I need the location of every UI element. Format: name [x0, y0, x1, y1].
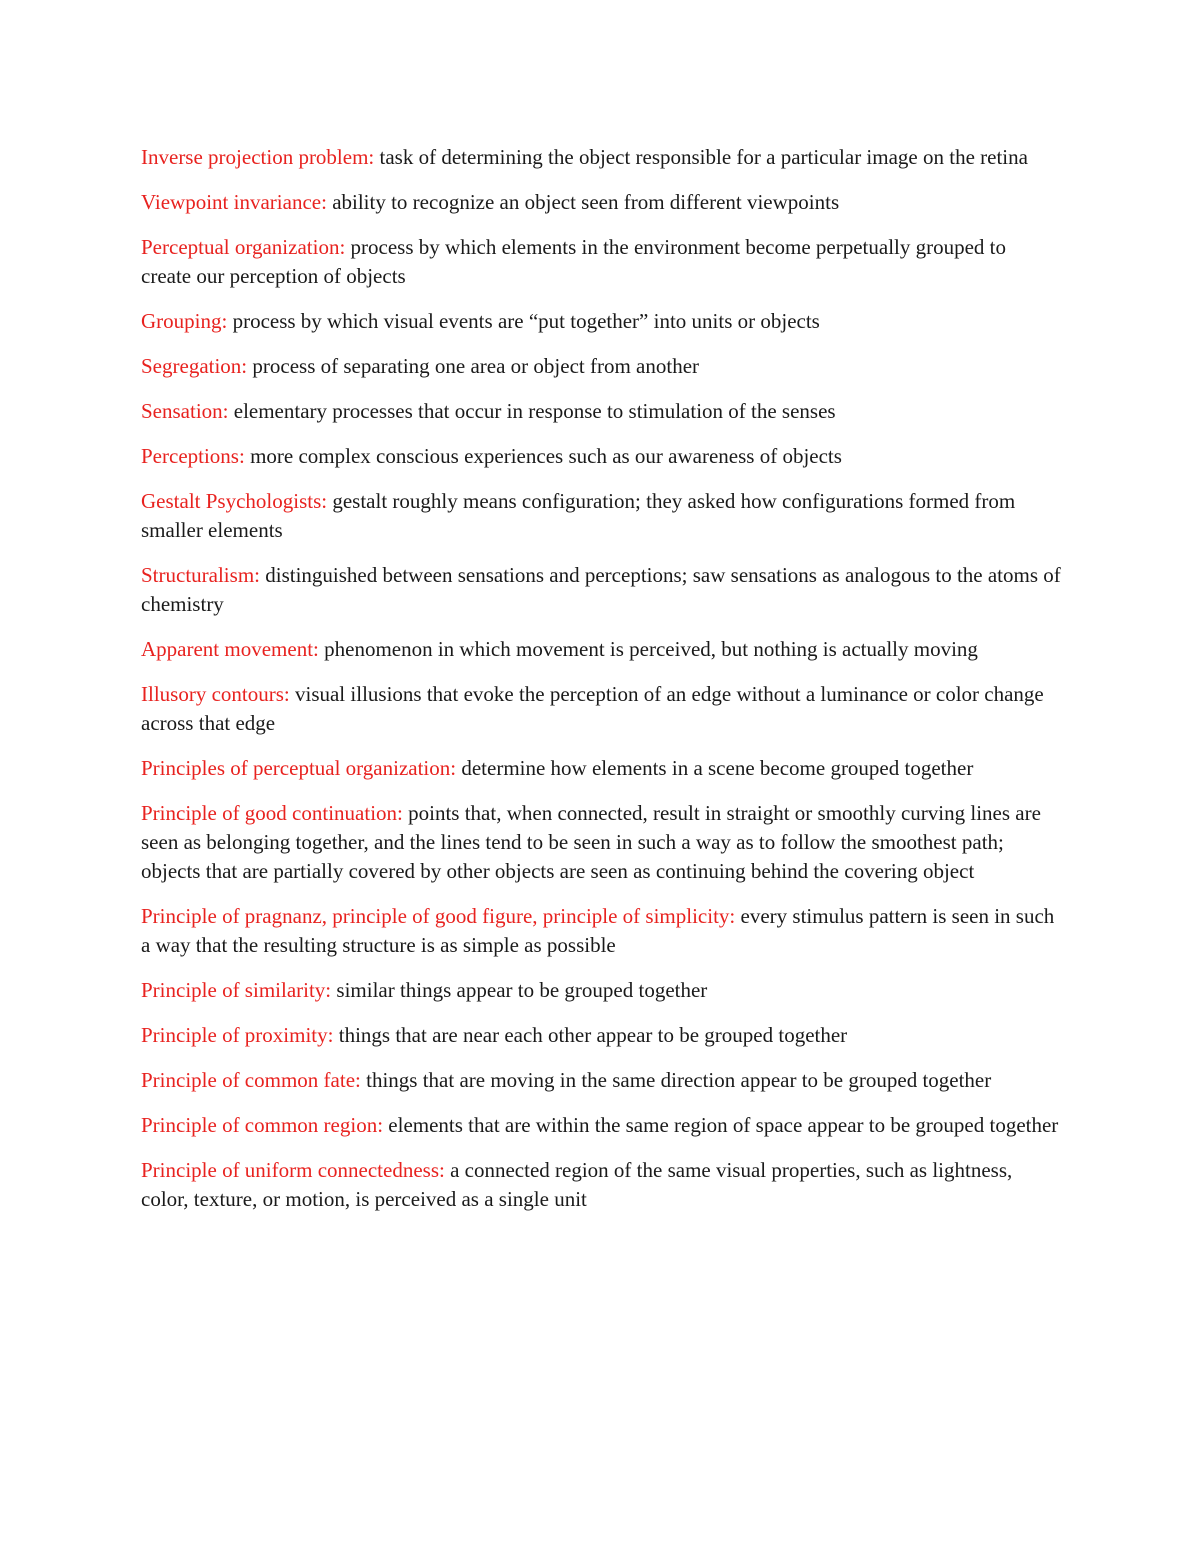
term: Principle of common fate:: [141, 1068, 361, 1092]
glossary-entry: [141, 902, 1061, 960]
term: Principles of perceptual organization:: [141, 756, 457, 780]
definition: phenomenon in which movement is perceived, but nothing is actually moving: [324, 637, 978, 661]
definition: things that are near each other appear to be grouped together: [338, 1023, 848, 1047]
term: Principle of good continuation:: [141, 801, 403, 825]
term: Illusory contours:: [141, 682, 290, 706]
definition: process by which elements in the environment become perpetually grouped to create our perception of objects: [141, 235, 1007, 288]
definition: similar things appear to be grouped together: [336, 978, 708, 1002]
glossary-entry: [141, 561, 1061, 619]
term: Perceptions:: [141, 444, 245, 468]
term: Perceptual organization:: [141, 235, 346, 259]
term: Grouping:: [141, 309, 228, 333]
term: Viewpoint invariance:: [141, 190, 327, 214]
definition: distinguished between sensations and perceptions; saw sensations as analogous to the atoms of chemistry: [141, 563, 1061, 616]
glossary-entry: [141, 307, 1061, 336]
definition: ability to recognize an object seen from different viewpoints: [332, 190, 840, 214]
definition: process by which visual events are “put together” into units or objects: [232, 309, 820, 333]
definition: elementary processes that occur in response to stimulation of the senses: [233, 399, 836, 423]
definition: more complex conscious experiences such as our awareness of objects: [250, 444, 842, 468]
term: Sensation:: [141, 399, 229, 423]
glossary-entry: [141, 799, 1061, 886]
definition: a connected region of the same visual properties, such as lightness, color, texture, or motion, is perceived as a single unit: [141, 1158, 1013, 1211]
definition: points that, when connected, result in straight or smoothly curving lines are seen as belonging together, and the lines tend to be seen in such a way as to follow the smoothest path; objects that are partially covered by other objects are seen as continuing behind the covering object: [141, 801, 1041, 883]
term: Principle of proximity:: [141, 1023, 334, 1047]
definition: determine how elements in a scene become grouped together: [461, 756, 974, 780]
definition: elements that are within the same region of space appear to be grouped together: [388, 1113, 1059, 1137]
definition: things that are moving in the same direction appear to be grouped together: [366, 1068, 992, 1092]
glossary-entry: [141, 442, 1061, 471]
term: Principle of similarity:: [141, 978, 332, 1002]
glossary-entry: [141, 754, 1061, 783]
term: Principle of pragnanz, principle of good figure, principle of simplicity:: [141, 904, 736, 928]
glossary-entry: [141, 680, 1061, 738]
term: Segregation:: [141, 354, 248, 378]
glossary-list: [141, 143, 1061, 1230]
glossary-entry: [141, 143, 1061, 172]
term: Principle of common region:: [141, 1113, 384, 1137]
term: Gestalt Psychologists:: [141, 489, 328, 513]
term: Inverse projection problem:: [141, 145, 375, 169]
term: Structuralism:: [141, 563, 260, 587]
glossary-entry: [141, 1111, 1061, 1140]
glossary-entry: [141, 635, 1061, 664]
glossary-entry: [141, 976, 1061, 1005]
definition: process of separating one area or object from another: [252, 354, 700, 378]
glossary-entry: [141, 397, 1061, 426]
glossary-entry: [141, 233, 1061, 291]
glossary-entry: [141, 188, 1061, 217]
definition: visual illusions that evoke the perception of an edge without a luminance or color change across that edge: [141, 682, 1044, 735]
term: Apparent movement:: [141, 637, 319, 661]
definition: every stimulus pattern is seen in such a way that the resulting structure is as simple as possible: [141, 904, 1055, 957]
glossary-entry: [141, 352, 1061, 381]
glossary-entry: [141, 1066, 1061, 1095]
definition: task of determining the object responsible for a particular image on the retina: [379, 145, 1028, 169]
glossary-entry: [141, 1021, 1061, 1050]
term: Principle of uniform connectedness:: [141, 1158, 445, 1182]
glossary-entry: [141, 1156, 1061, 1214]
definition: gestalt roughly means configuration; they asked how configurations formed from smaller elements: [141, 489, 1016, 542]
glossary-entry: [141, 487, 1061, 545]
